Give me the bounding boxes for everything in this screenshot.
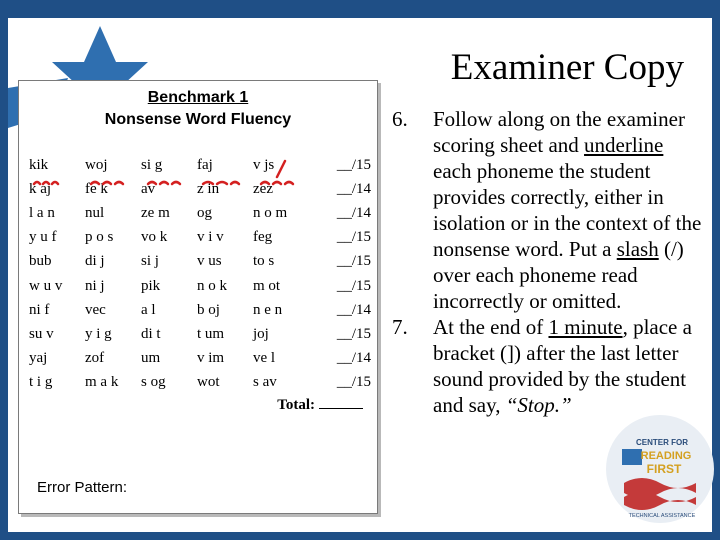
logo-line2: READING xyxy=(640,450,692,462)
word-row xyxy=(29,201,375,225)
instruction-list xyxy=(392,106,704,418)
total-score xyxy=(277,397,363,414)
nonsense-word: bub xyxy=(29,253,52,270)
nonsense-word: joj xyxy=(253,325,269,342)
logo-line4: TECHNICAL ASSISTANCE xyxy=(628,513,696,519)
row-score: __/15 xyxy=(336,253,371,270)
nonsense-word: s og xyxy=(141,374,166,391)
row-score: __/14 xyxy=(336,204,371,221)
scoring-sheet xyxy=(18,80,378,514)
row-score: __/15 xyxy=(336,325,371,342)
row-score: __/15 xyxy=(336,229,371,246)
step-text: Follow along on the examiner scoring sheet and xyxy=(433,107,685,157)
step-number: 7. xyxy=(392,315,408,339)
nonsense-word: di j xyxy=(85,253,105,270)
row-score: __/14 xyxy=(336,301,371,318)
sheet-title-benchmark: Benchmark 1 xyxy=(147,89,249,106)
step-text: , place a bracket (]) after the last letter sound provided by the student and say, xyxy=(433,315,692,417)
nonsense-word: v js xyxy=(253,156,275,173)
nonsense-word: to s xyxy=(253,253,275,270)
step-underlined: slash xyxy=(616,237,659,261)
nonsense-word: ve l xyxy=(253,350,276,367)
nonsense-word: kik xyxy=(29,156,49,173)
instruction-step-6 xyxy=(392,106,704,314)
reading-first-logo xyxy=(604,413,716,525)
step-text: each phoneme the student provides correctly, either in isolation or in the context of the nonsense word. Put a xyxy=(433,159,702,261)
nonsense-word: vo k xyxy=(141,229,168,246)
nonsense-word: pik xyxy=(141,277,161,294)
word-row xyxy=(29,274,375,298)
nonsense-word: k aj xyxy=(29,180,52,197)
nonsense-word: zez xyxy=(253,180,273,197)
nonsense-word: fe k xyxy=(85,180,108,197)
nonsense-word: feg xyxy=(253,229,273,246)
nonsense-word: og xyxy=(197,204,212,221)
sheet-title xyxy=(19,87,377,131)
nonsense-word: v us xyxy=(197,253,222,270)
step-italic: “Stop.” xyxy=(505,393,572,417)
nonsense-word: b oj xyxy=(197,301,220,318)
nonsense-word: v i v xyxy=(197,229,224,246)
word-row xyxy=(29,322,375,346)
word-row xyxy=(29,153,375,177)
nonsense-word: y u f xyxy=(29,229,57,246)
slide-title: Examiner Copy xyxy=(450,47,684,88)
step-text: At the end of xyxy=(433,315,549,339)
logo-line3: FIRST xyxy=(646,462,682,476)
nonsense-word: t um xyxy=(197,325,225,342)
instruction-step-7 xyxy=(392,314,704,418)
nonsense-word: si g xyxy=(141,156,163,173)
nonsense-word: av xyxy=(141,180,156,197)
row-score: __/14 xyxy=(336,350,371,367)
nonsense-word: faj xyxy=(197,156,213,173)
nonsense-word: ze m xyxy=(141,204,170,221)
sheet-title-measure: Nonsense Word Fluency xyxy=(104,111,292,128)
nonsense-word: t i g xyxy=(29,374,53,391)
nonsense-word: ni f xyxy=(29,301,50,318)
logo-line1: CENTER FOR xyxy=(636,438,688,447)
nonsense-word: p o s xyxy=(85,229,114,246)
nonsense-word: s av xyxy=(253,374,277,391)
total-label: Total: xyxy=(277,397,315,413)
nonsense-word: yaj xyxy=(29,350,48,367)
nonsense-word: m ot xyxy=(253,277,281,294)
nonsense-word: si j xyxy=(141,253,159,270)
step-underlined: underline xyxy=(584,133,664,157)
nonsense-word: a l xyxy=(141,301,156,318)
word-row xyxy=(29,371,375,395)
nonsense-word: wot xyxy=(197,374,220,391)
word-row xyxy=(29,177,375,201)
nonsense-word: z in xyxy=(197,180,220,197)
nonsense-word: su v xyxy=(29,325,54,342)
nonsense-word: zof xyxy=(85,350,105,367)
nonsense-word: vec xyxy=(85,301,106,318)
row-score: __/15 xyxy=(336,277,371,294)
nonsense-word: v im xyxy=(197,350,225,367)
nonsense-word: um xyxy=(141,350,161,367)
nonsense-word: n o k xyxy=(197,277,227,294)
nonsense-word: l a n xyxy=(29,204,55,221)
step-number: 6. xyxy=(392,107,408,131)
error-pattern-label: Error Pattern: xyxy=(37,479,128,496)
word-row xyxy=(29,226,375,250)
slide xyxy=(8,18,712,532)
nonsense-word: n o m xyxy=(253,204,288,221)
step-underlined: 1 minute xyxy=(548,315,623,339)
nonsense-word: m a k xyxy=(85,374,119,391)
row-score: __/15 xyxy=(336,156,371,173)
nonsense-word: n e n xyxy=(253,301,283,318)
nonsense-word: w u v xyxy=(29,277,63,294)
word-row xyxy=(29,347,375,371)
word-table xyxy=(29,153,375,395)
nonsense-word: nul xyxy=(85,204,105,221)
word-row xyxy=(29,298,375,322)
nonsense-word: y i g xyxy=(85,325,112,342)
word-row xyxy=(29,250,375,274)
nonsense-word: di t xyxy=(141,325,161,342)
step-text: (/) over each phoneme read incorrectly or omitted. xyxy=(433,237,684,313)
nonsense-word: woj xyxy=(85,156,108,173)
total-blank xyxy=(319,408,363,409)
row-score: __/15 xyxy=(336,374,371,391)
row-score: __/14 xyxy=(336,180,371,197)
nonsense-word: ni j xyxy=(85,277,105,294)
